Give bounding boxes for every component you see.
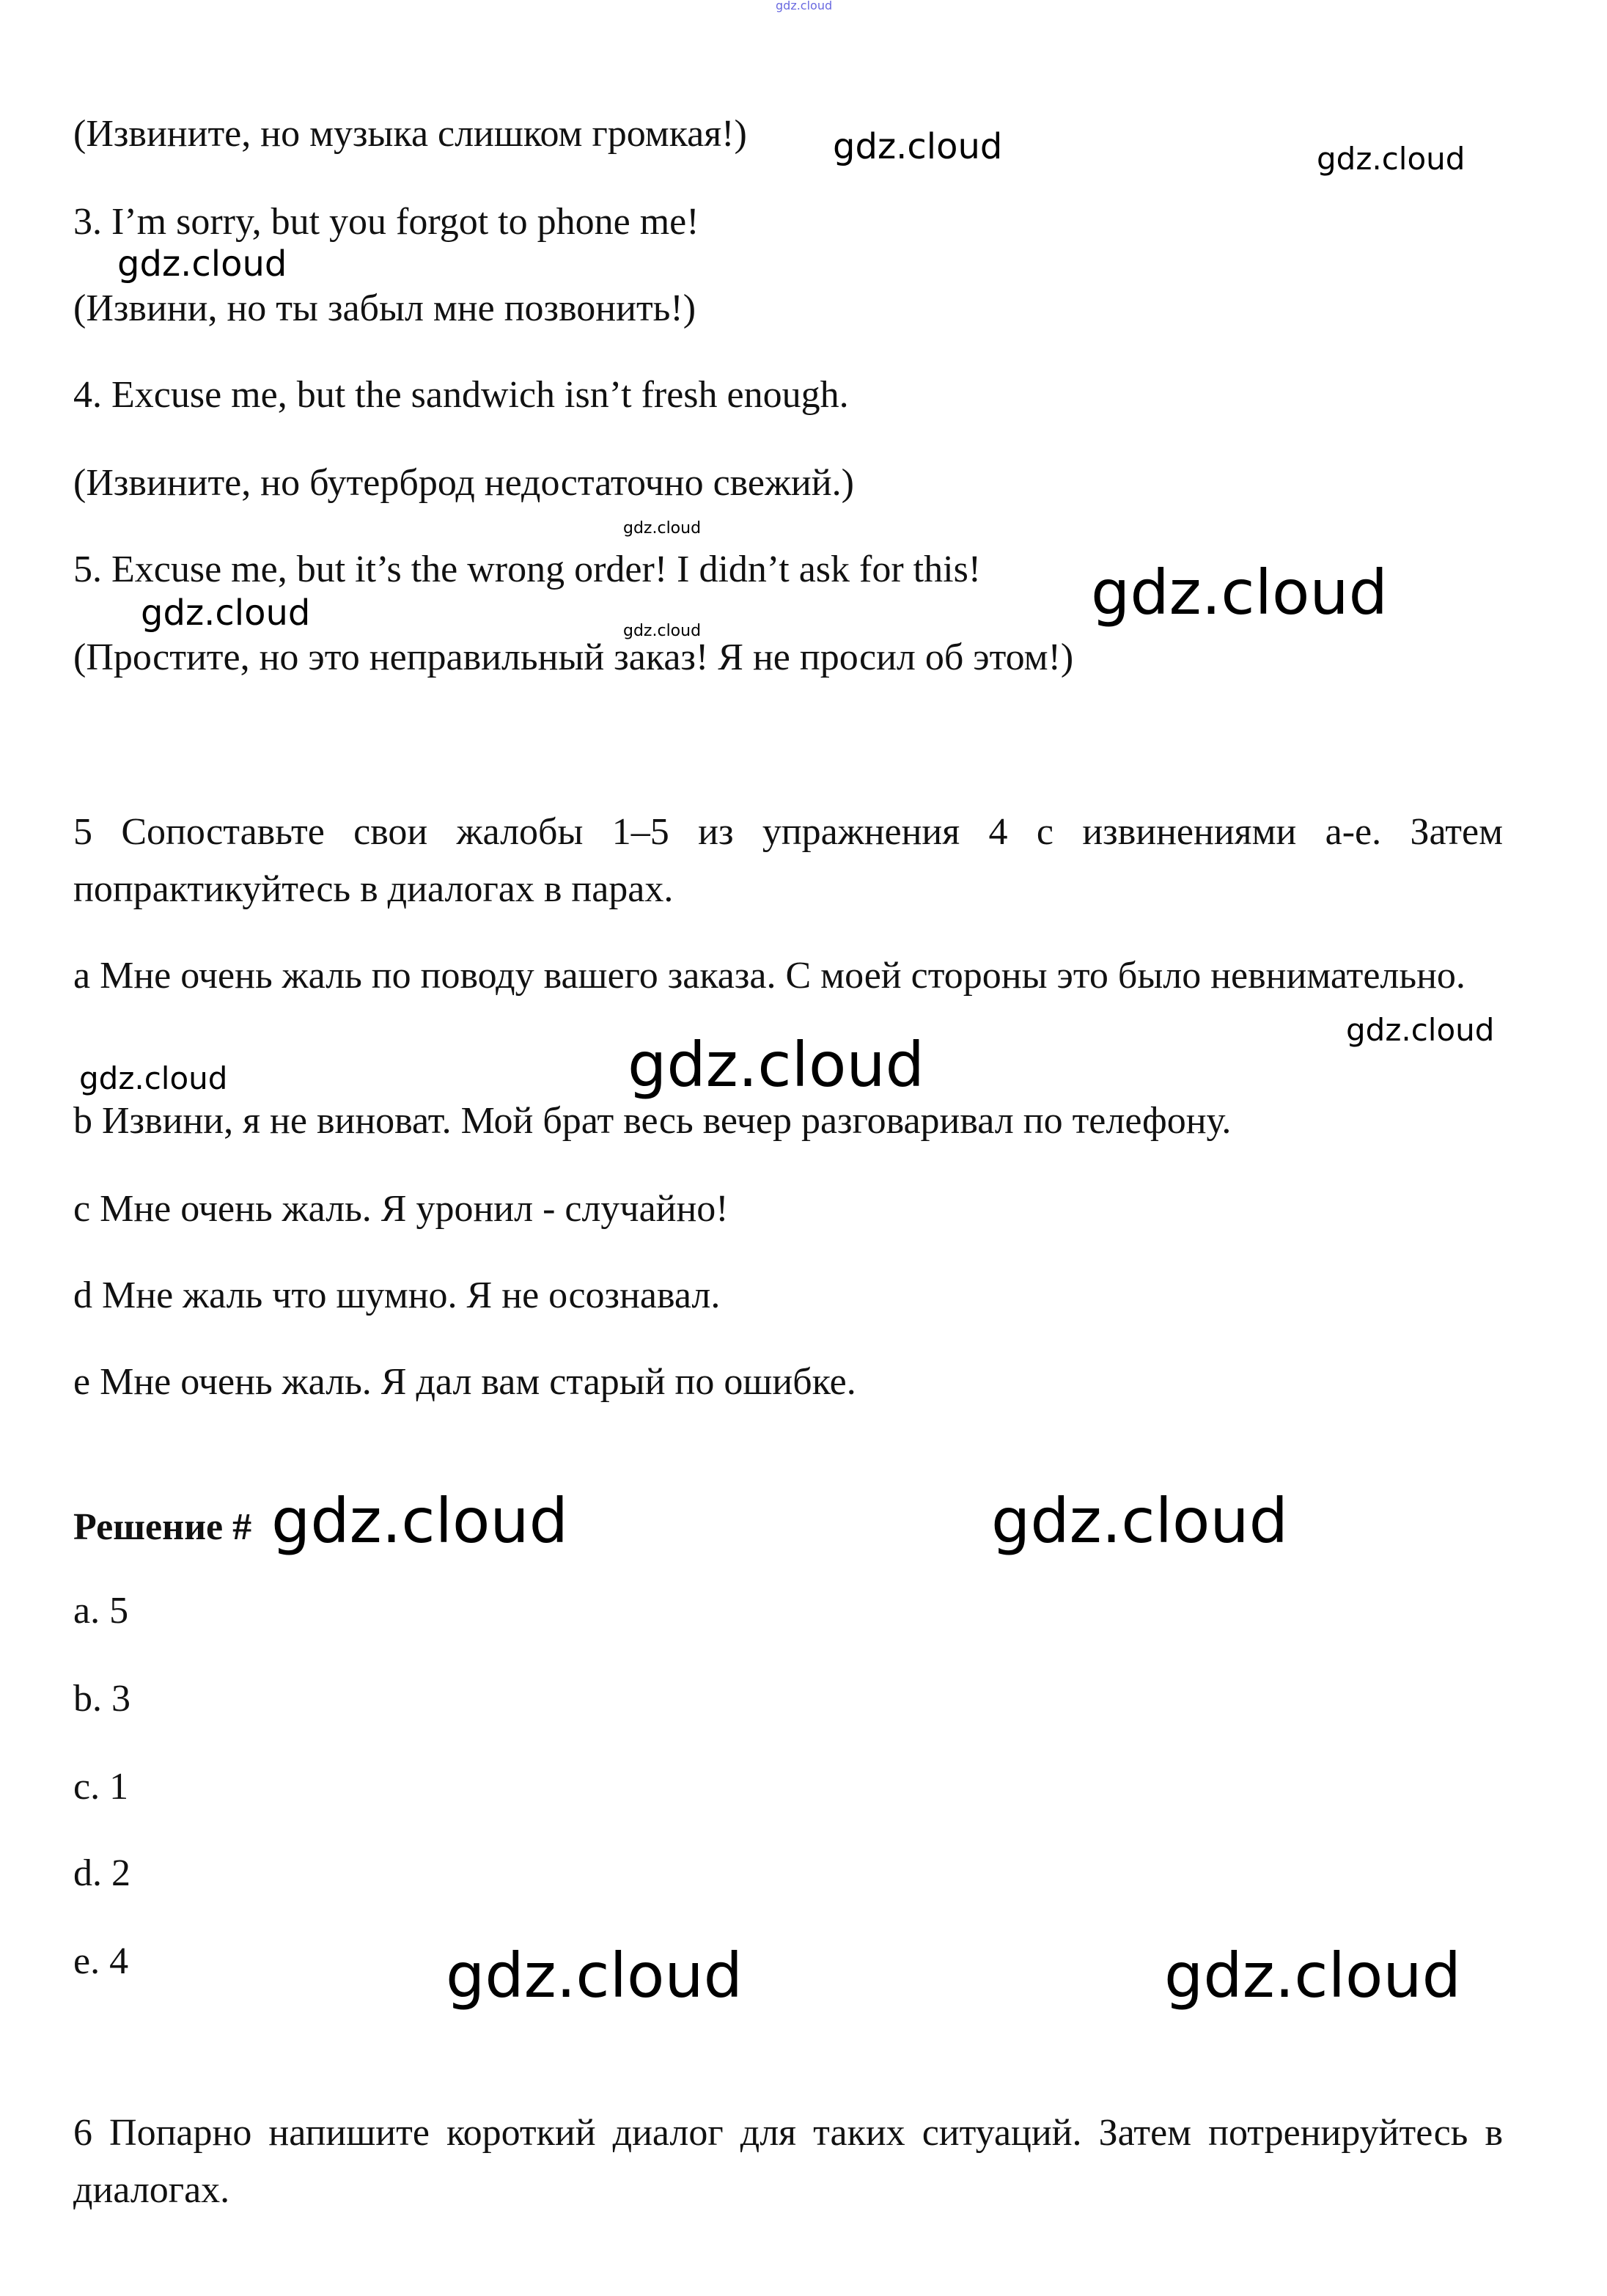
watermark: gdz.cloud: [271, 1485, 568, 1557]
watermark: gdz.cloud: [79, 1060, 228, 1096]
watermark: gdz.cloud: [991, 1485, 1288, 1557]
solution-heading: Решение #: [73, 1506, 252, 1548]
text-line-5: (Извините, но бутерброд недостаточно свежий.): [73, 462, 854, 504]
answer-d: d. 2: [73, 1852, 130, 1894]
exercise-5-item-e: e Мне очень жаль. Я дал вам старый по ошибке.: [73, 1361, 856, 1403]
watermark: gdz.cloud: [1346, 1012, 1495, 1048]
exercise-5-item-d: d Мне жаль что шумно. Я не осознавал.: [73, 1274, 721, 1316]
watermark: gdz.cloud: [833, 126, 1003, 167]
exercise-5-item-c: c Мне очень жаль. Я уронил - случайно!: [73, 1188, 729, 1230]
watermark: gdz.cloud: [628, 1029, 924, 1101]
exercise-5-item-b: b Извини, я не виноват. Мой брат весь вечер разговаривал по телефону.: [73, 1100, 1232, 1142]
watermark-top: gdz.cloud: [776, 0, 833, 12]
text-line-3: (Извини, но ты забыл мне позвонить!): [73, 287, 696, 329]
watermark: gdz.cloud: [117, 243, 287, 285]
exercise-5-task: 5 Сопоставьте свои жалобы 1–5 из упражнения 4 с извинениями a-e. Затем попрактикуйтесь в диалогах в парах.: [73, 811, 1503, 910]
watermark: gdz.cloud: [446, 1940, 743, 2011]
answer-c: c. 1: [73, 1766, 129, 1808]
answer-b: b. 3: [73, 1678, 130, 1720]
text-line-1: (Извините, но музыка слишком громкая!): [73, 113, 747, 155]
text-line-2: 3. I’m sorry, but you forgot to phone me!: [73, 201, 699, 243]
watermark: gdz.cloud: [1317, 141, 1466, 177]
watermark: gdz.cloud: [623, 519, 702, 538]
text-line-6: 5. Excuse me, but it’s the wrong order! I didn’t ask for this!: [73, 549, 982, 590]
watermark: gdz.cloud: [1091, 557, 1388, 628]
text-line-4: 4. Excuse me, but the sandwich isn’t fresh enough.: [73, 374, 849, 416]
answer-e: e. 4: [73, 1940, 129, 1982]
watermark: gdz.cloud: [141, 593, 311, 634]
text-line-7: (Простите, но это неправильный заказ! Я не просил об этом!): [73, 637, 1074, 678]
exercise-6-task: 6 Попарно напишите короткий диалог для таких ситуаций. Затем потренируйтесь в диалогах.: [73, 2112, 1503, 2211]
watermark: gdz.cloud: [623, 622, 702, 640]
watermark: gdz.cloud: [1164, 1940, 1461, 2011]
answer-a: a. 5: [73, 1590, 129, 1632]
exercise-5-item-a: a Мне очень жаль по поводу вашего заказа. С моей стороны это было невнимательно.: [73, 955, 1466, 997]
